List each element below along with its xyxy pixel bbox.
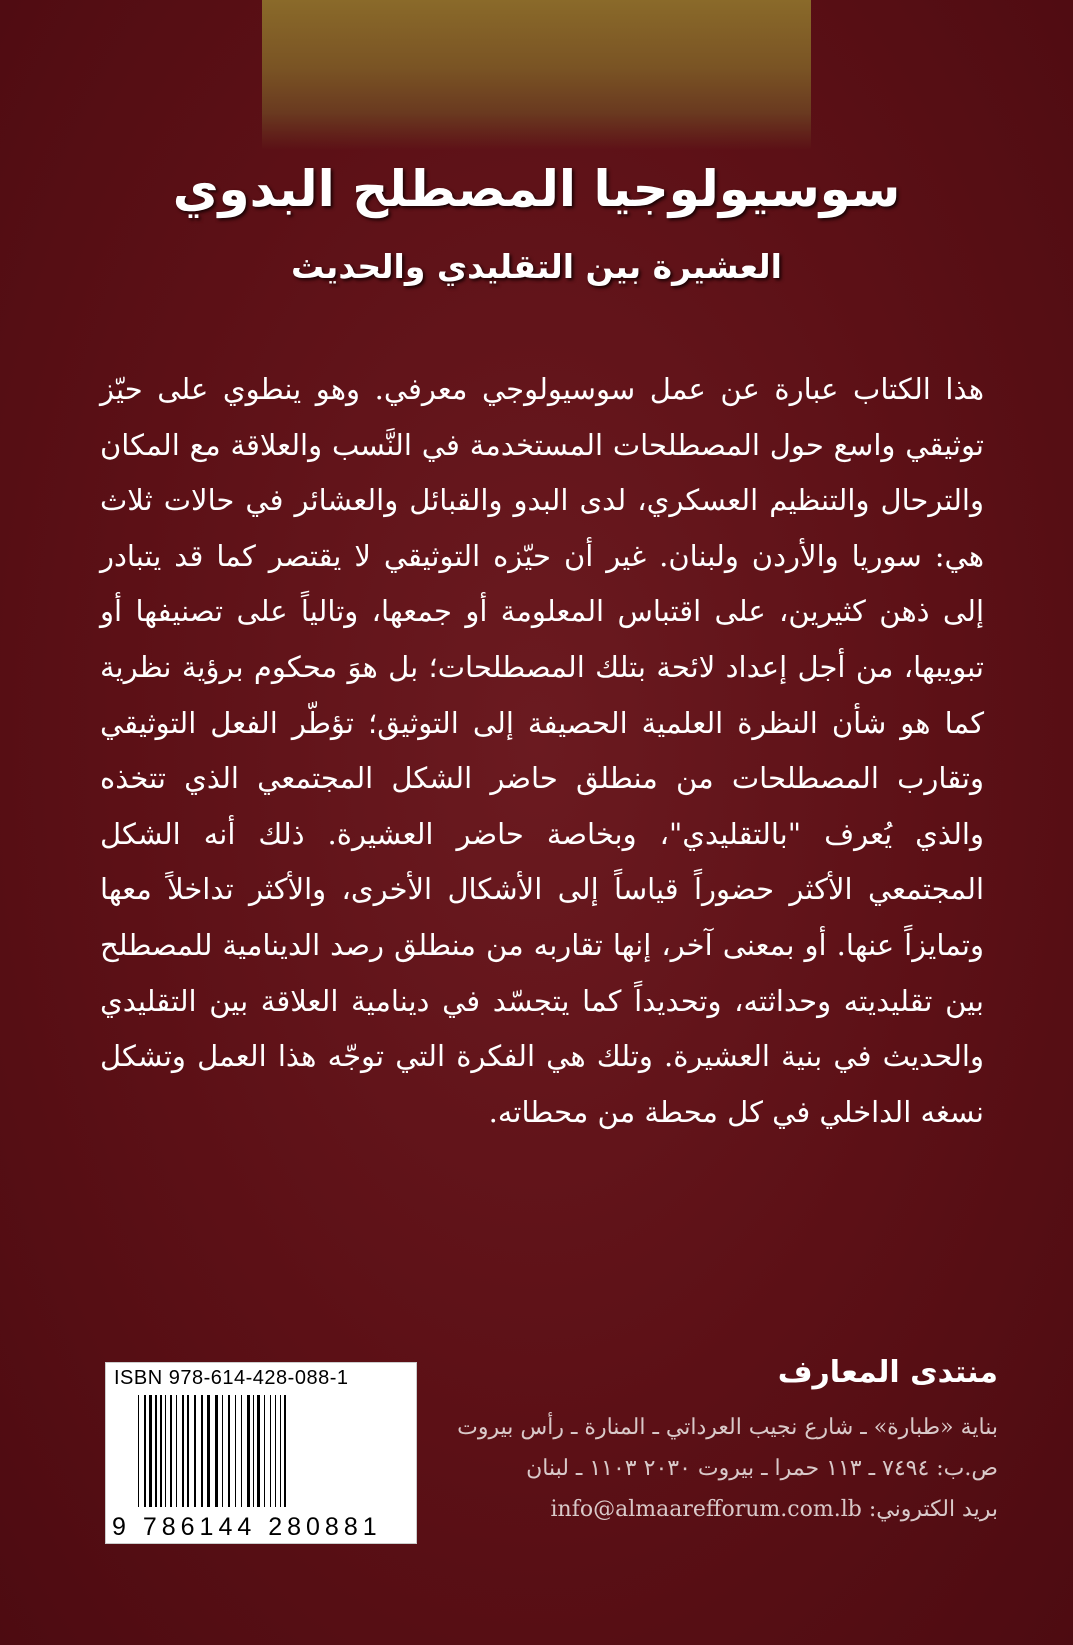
barcode-bar [280,1395,281,1507]
publisher-name: منتدى المعارف [777,1355,998,1390]
email-line [438,1489,998,1530]
barcode-bar [284,1395,286,1507]
barcode-bar [264,1395,265,1507]
email-label: بريد الكتروني: [868,1497,998,1522]
barcode-bar [247,1395,250,1507]
address-line: بناية «طبارة» ـ شارع نجيب العرداتي ـ المنارة ـ رأس بيروت [457,1415,998,1440]
barcode-bar [149,1395,152,1507]
isbn-label: ISBN 978-614-428-088-1 [114,1367,349,1389]
barcode-bars [136,1395,386,1513]
po-box-line: ص.ب: ٧٤٩٤ ـ ١١٣ حمرا ـ بيروت ٢٠٣٠ ١١٠٣ ـ لبنان [526,1456,998,1481]
publisher-address [438,1407,998,1530]
barcode-bar [207,1395,210,1507]
barcode-bar [182,1395,184,1507]
barcode-bar [187,1395,189,1507]
email-address: info@almaarefforum.com.lb [550,1497,862,1522]
top-color-band [262,0,811,150]
book-blurb: هذا الكتاب عبارة عن عمل سوسيولوجي معرفي. وهو ينطوي على حيّز توثيقي واسع حول المصطلحات المستخدمة في النَّسب والعلاقة مع المكان والترحال والتنظيم العسكري، لدى البدو والقبائل والعشائر في حالات ثلاث هي: سوريا والأردن ولبنان. غير أن حيّزه التوثيقي لا يقتصر كما قد يتبادر إلى ذهن كثيرين، على اقتباس المعلومة أو جمعها، وتالياً على تصنيفها أو تبويبها، من أجل إعداد لائحة بتلك المصطلحات؛ بل هوَ محكوم برؤية نظرية كما هو شأن النظرة العلمية الحصيفة إلى التوثيق؛ تؤطّر الفعل التوثيقي وتقارب المصطلحات من منطلق حاضر الشكل المجتمعي الذي تتخذه والذي يُعرف "بالتقليدي"، وبخاصة حاضر العشيرة. ذلك أنه الشكل المجتمعي الأكثر حضوراً قياساً إلى الأشكال الأخرى، والأكثر تداخلاً معها وتمايزاً عنها. أو بمعنى آخر، إنها تقاربه من منطلق رصد الدينامية للمصطلح بين تقليديته وحداثته، وتحديداً كما يتجسّد في دينامية العلاقة بين التقليدي والحديث في بنية العشيرة. وتلك هي الفكرة التي توجّه هذا العمل وتشكل نسغه الداخلي في كل محطة من محطاته. [100,372,984,1129]
barcode-bar [144,1395,146,1507]
barcode-bar [170,1395,172,1507]
book-subtitle: العشيرة بين التقليدي والحديث [291,247,782,286]
barcode-bar [194,1395,196,1507]
barcode-bar [253,1395,254,1507]
barcode-bar [165,1395,166,1507]
isbn-barcode [105,1362,417,1544]
barcode-bar [215,1395,218,1507]
barcode-bar [138,1395,139,1507]
barcode-bar [155,1395,157,1507]
barcode-bar [201,1395,203,1507]
barcode-bar [275,1395,276,1507]
ean-digits: 9 786144 280881 [112,1513,382,1541]
barcode-bar [257,1395,260,1507]
book-title: سوسيولوجيا المصطلح البدوي [172,160,901,218]
barcode-bar [270,1395,271,1507]
barcode-bar [160,1395,162,1507]
barcode-bar [235,1395,236,1507]
barcode-bar [222,1395,223,1507]
barcode-bar [241,1395,242,1507]
barcode-bar [228,1395,230,1507]
barcode-bar [176,1395,177,1507]
